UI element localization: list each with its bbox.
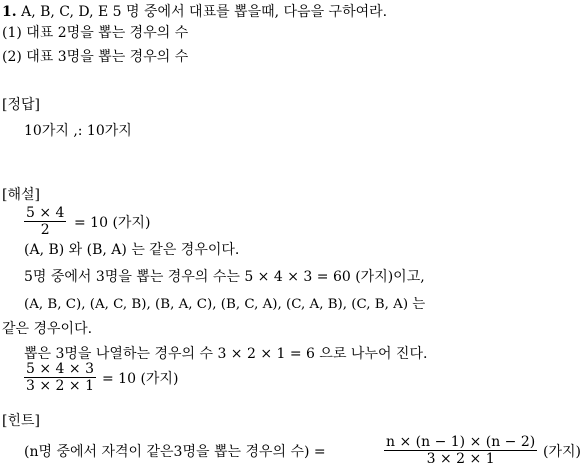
explanation-line-2: (A, B) 와 (B, A) 는 같은 경우이다. [24,242,240,258]
problem-header [2,3,387,21]
problem-stem: A, B, C, D, E 5 명 중에서 대표를 뽑을때, 다음을 구하여라. [21,4,388,20]
explanation-line-5: 같은 경우이다. [2,321,93,337]
fraction-1-numerator: 5 × 4 [26,205,65,221]
explanation-line-6: 뽑은 3명을 나열하는 경우의 수 3 × 2 × 1 = 6 으로 나누어 진다. [24,346,428,362]
question-2: (2) 대표 3명을 뽑는 경우의 수 [2,49,189,65]
fraction-2-denominator: 3 × 2 × 1 [26,378,94,394]
hint-fraction-numerator: n × (n − 1) × (n − 2) [386,434,536,450]
hint-fraction-denominator: 3 × 2 × 1 [426,451,495,467]
question-1: (1) 대표 2명을 뽑는 경우의 수 [2,25,189,41]
hint-fraction [384,434,537,467]
explanation-line-3: 5명 중에서 3명을 뽑는 경우의 수는 5 × 4 × 3 = 60 (가지)이고, [24,269,425,285]
fraction-1-denominator: 2 [40,222,50,238]
fraction-1 [24,205,66,238]
fraction-2 [24,361,96,394]
explanation-heading: [해설] [2,187,40,203]
answer-heading: [정답] [2,97,40,113]
hint-right: (가지) [543,444,581,460]
fraction-1-result: = 10 (가지) [74,215,151,231]
answer-text: 10가지 ,: 10가지 [24,123,132,139]
fraction-2-result: = 10 (가지) [102,371,179,387]
fraction-2-numerator: 5 × 4 × 3 [26,361,94,377]
problem-number: 1. [2,4,17,20]
hint-heading: [힌트] [2,413,40,429]
explanation-line-4: (A, B, C), (A, C, B), (B, A, C), (B, C, A), (C, A, B), (C, B, A) 는 [24,297,426,312]
hint-left: (n명 중에서 자격이 같은3명을 뽑는 경우의 수) = [24,444,326,460]
